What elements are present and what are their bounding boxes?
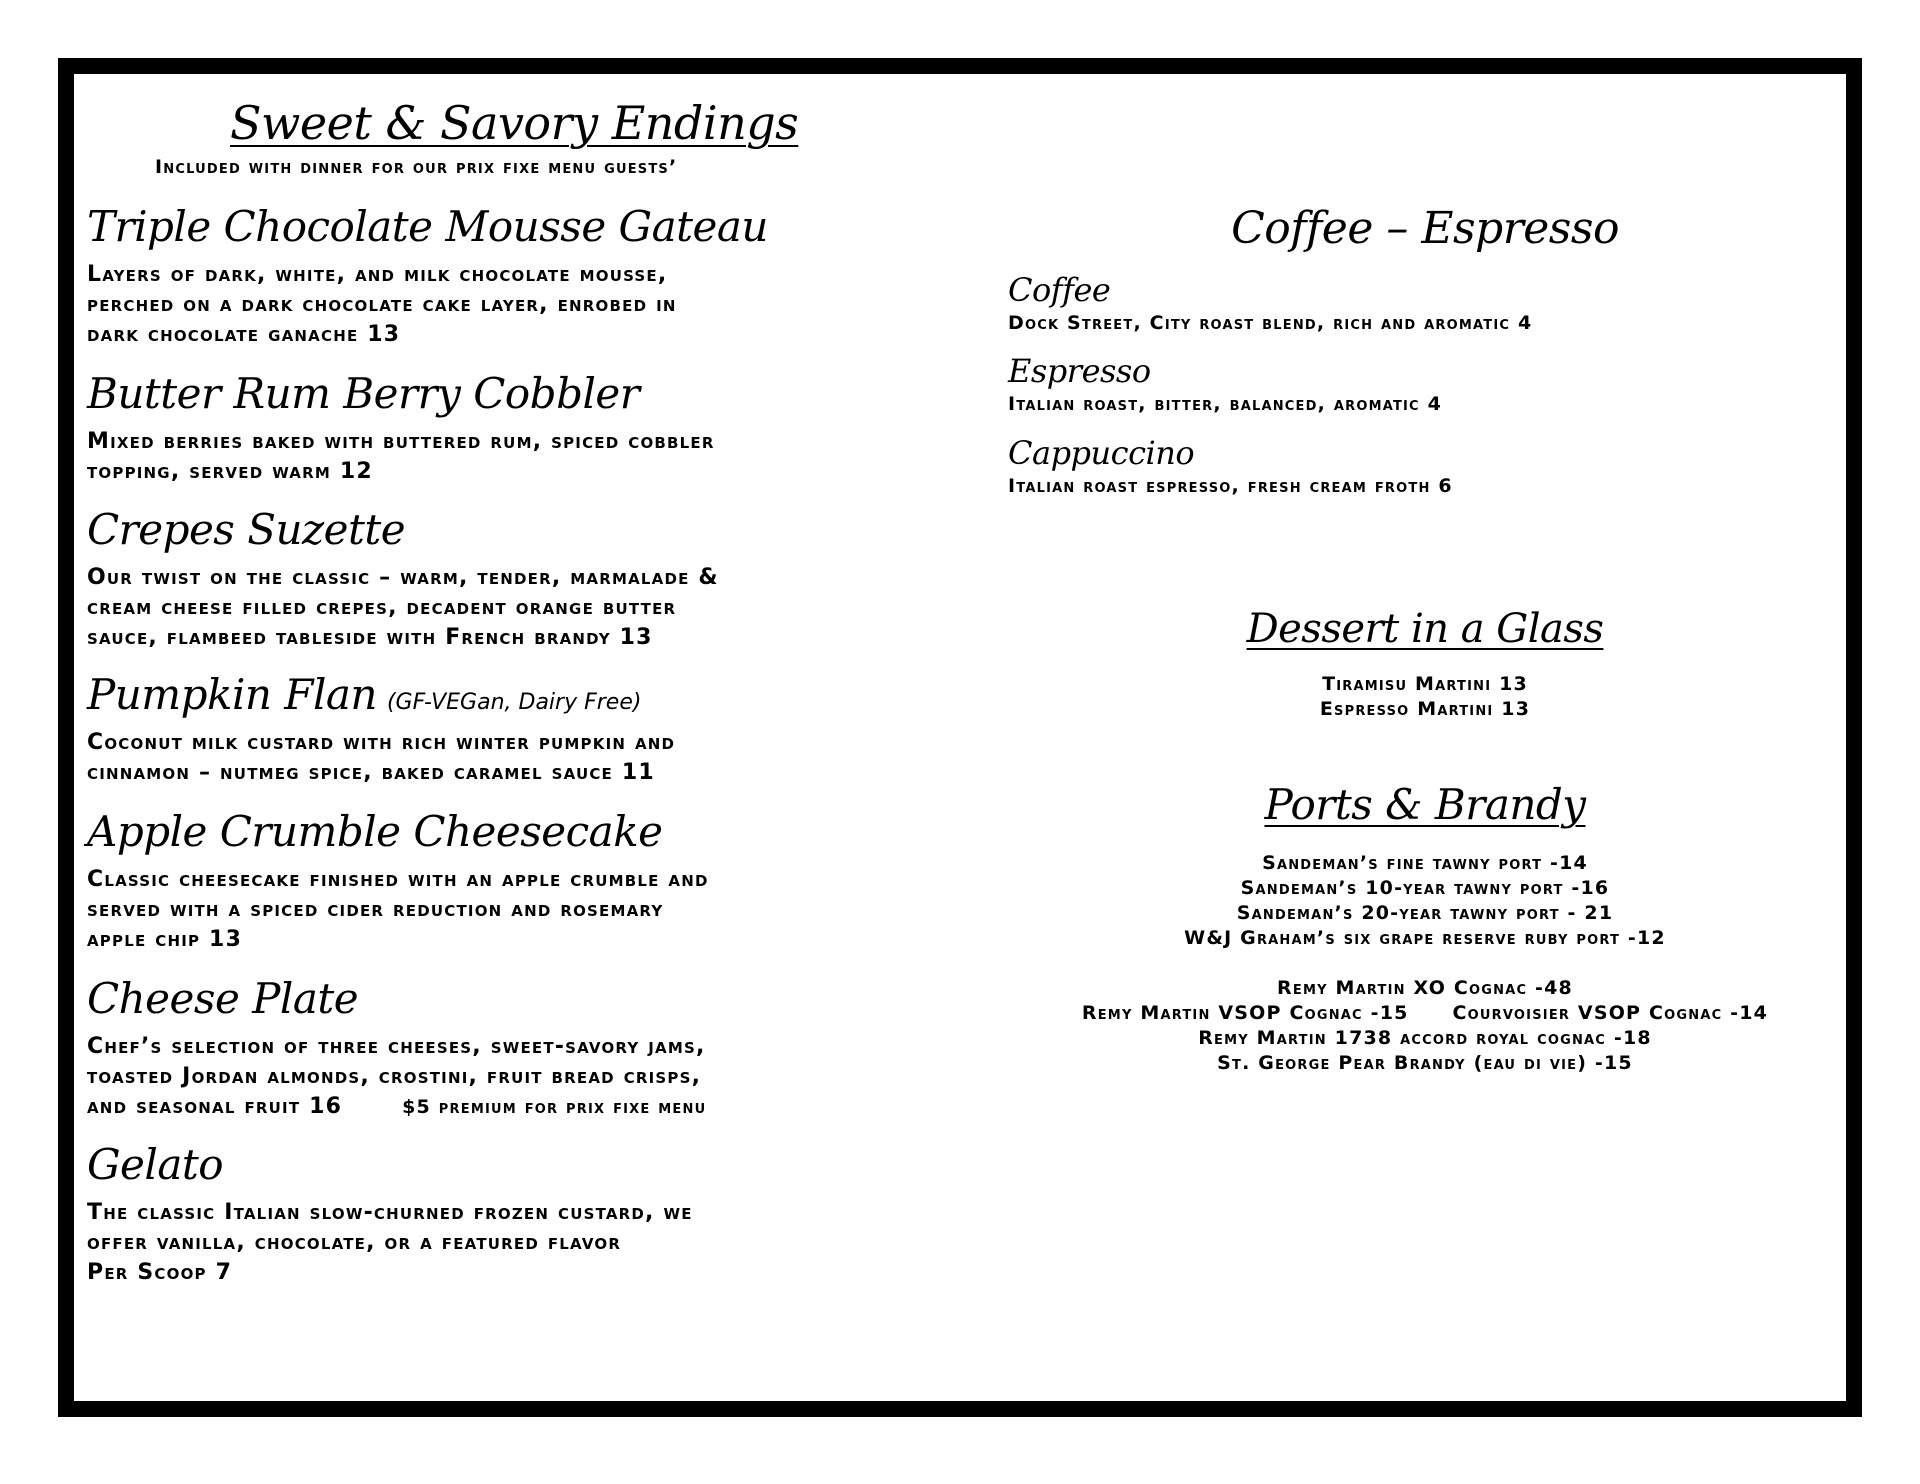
list-item: Remy Martin 1738 accord royal cognac -18 (1198, 1027, 1652, 1049)
item-name: Butter Rum Berry Cobbler (87, 369, 640, 418)
menu-item (87, 670, 927, 788)
item-description: Classic cheesecake finished with an apple crumble and served with a spiced cider reduction and rosemary apple chip 13 (87, 867, 709, 952)
menu-item (87, 807, 927, 955)
item-description: Coconut milk custard with rich winter pumpkin and cinnamon – nutmeg spice, baked caramel sauce 11 (87, 730, 676, 785)
coffee-item (1008, 352, 1768, 415)
item-name: Crepes Suzette (87, 505, 406, 554)
dietary-note: (GF-VEGan, Dairy Free) (386, 690, 642, 715)
item-description: The classic Italian slow-churned frozen custard, we offer vanilla, chocolate, or a featured flavor Per Scoop 7 (87, 1200, 693, 1285)
coffee-description: Dock Street, City roast blend, rich and aromatic 4 (1008, 312, 1533, 334)
menu-item (87, 1140, 927, 1288)
coffee-description: Italian roast espresso, fresh cream froth 6 (1008, 475, 1453, 497)
list-item: Sandeman’s fine tawny port -14 (1262, 852, 1588, 874)
coffee-item (1008, 271, 1768, 334)
list-item: Sandeman’s 20-year tawny port - 21 (1236, 902, 1614, 924)
coffee-description: Italian roast, bitter, balanced, aromatic 4 (1008, 393, 1443, 415)
item-name: Pumpkin Flan (GF-VEGan, Dairy Free) (87, 670, 642, 719)
premium-note: $5 premium for prix fixe menu (402, 1096, 707, 1118)
item-name: Cheese Plate (87, 974, 359, 1023)
item-name: Gelato (87, 1140, 224, 1189)
page-title: Sweet & Savory Endings (230, 96, 799, 150)
list-item: W&J Graham’s six grape reserve ruby port -12 (1184, 927, 1666, 949)
menu-item (87, 974, 927, 1122)
menu-item (87, 505, 927, 653)
item-description: Mixed berries baked with buttered rum, spiced cobbler topping, served warm 12 (87, 429, 715, 484)
ports-list (1010, 851, 1840, 1076)
page-subtitle: Included with dinner for our prix fixe menu guests’ (155, 156, 678, 178)
dessert-glass-title: Dessert in a Glass (1246, 606, 1604, 652)
menu-item (87, 369, 927, 487)
item-description: Our twist on the classic – warm, tender, marmalade & cream cheese filled crepes, decadent orange butter sauce, flambeed tableside with French brandy 13 (87, 565, 719, 650)
item-description: Layers of dark, white, and milk chocolate mousse, perched on a dark chocolate cake layer, enrobed in dark chocolate ganache 13 (87, 262, 677, 347)
list-item: Sandeman’s 10-year tawny port -16 (1240, 877, 1610, 899)
list-item: Espresso Martini 13 (1319, 698, 1531, 720)
list-item: Remy Martin XO Cognac -48 (1277, 977, 1573, 999)
coffee-name: Espresso (1008, 352, 1151, 390)
menu-item (87, 202, 927, 350)
dessert-glass-list (1010, 672, 1840, 722)
list-item-pair: Remy Martin VSOP Cognac -15 Courvoisier VSOP Cognac -14 (1081, 1002, 1769, 1024)
item-name: Triple Chocolate Mousse Gateau (87, 202, 768, 251)
coffee-item (1008, 434, 1768, 497)
coffee-section-title: Coffee – Espresso (1231, 203, 1619, 254)
item-name: Apple Crumble Cheesecake (87, 807, 663, 856)
coffee-name: Cappuccino (1008, 434, 1195, 472)
coffee-name: Coffee (1008, 271, 1111, 309)
item-description: Chef’s selection of three cheeses, sweet-savory jams, toasted Jordan almonds, crostini, fruit bread crisps, and seasonal fruit 16 $5 premium for prix fixe menu (87, 1034, 707, 1119)
list-item: St. George Pear Brandy (eau di vie) -15 (1217, 1052, 1633, 1074)
list-item: Tiramisu Martini 13 (1322, 673, 1528, 695)
ports-title: Ports & Brandy (1264, 780, 1586, 829)
